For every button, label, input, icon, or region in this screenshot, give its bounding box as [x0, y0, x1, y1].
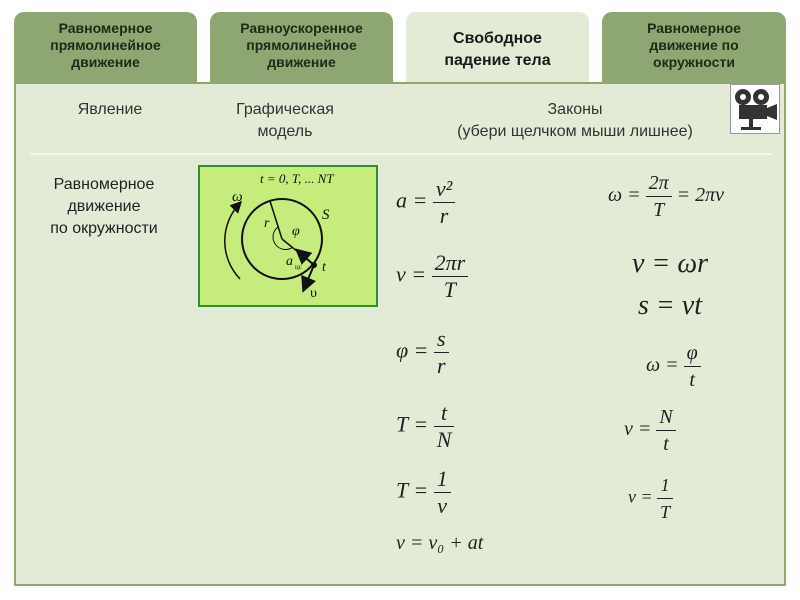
formula-v-2pir-T[interactable] — [396, 250, 468, 303]
formula-denominator: T — [660, 502, 671, 522]
header-model-line1: Графическая — [236, 101, 334, 118]
formula-denominator: r — [437, 353, 446, 378]
formula-omega-phi-t[interactable] — [646, 340, 701, 393]
formula-lhs: ω = — [646, 354, 679, 377]
formula-nu-N-t[interactable] — [624, 404, 676, 457]
formula-lhs: ν = — [624, 418, 652, 441]
formula-denominator: N — [436, 427, 452, 452]
s-label: S — [322, 207, 330, 223]
tab-label: Свободное — [453, 30, 542, 47]
formula-text: v = v₀ + at — [396, 532, 484, 554]
header-phenomenon-text: Явление — [77, 101, 143, 118]
formula-phi-s-r[interactable] — [396, 326, 449, 379]
tab-uniform-linear[interactable] — [14, 12, 197, 82]
formula-numerator: φ — [684, 340, 701, 367]
formula-lhs: ω = — [608, 184, 641, 207]
formula-denominator: t — [663, 433, 669, 455]
tab-label: окружности — [653, 54, 735, 70]
circular-motion-diagram[interactable] — [198, 165, 378, 307]
body-point — [311, 262, 317, 268]
formula-numerator: s — [434, 326, 449, 353]
a-subscript: цс — [295, 263, 302, 271]
tab-label: движение — [71, 54, 140, 70]
tab-label: Равномерное — [58, 20, 153, 36]
formula-denominator: ν — [437, 493, 448, 518]
row-label-circular-motion — [24, 174, 184, 240]
formula-T-1-nu[interactable] — [396, 466, 451, 519]
formula-lhs: ν = — [628, 486, 653, 507]
formula-T-t-N[interactable] — [396, 400, 454, 453]
formula-omega-2pi-T[interactable] — [608, 170, 724, 223]
header-separator — [30, 153, 772, 155]
tab-label: Равноускоренное — [240, 20, 363, 36]
tab-circular-motion[interactable] — [602, 12, 786, 82]
formula-numerator: t — [434, 400, 455, 427]
tab-uniformly-accelerated[interactable] — [210, 12, 393, 82]
film-camera-icon[interactable] — [730, 84, 780, 134]
formula-denominator: T — [443, 277, 457, 302]
header-laws-line1: Законы — [547, 101, 603, 118]
formula-denominator: r — [439, 203, 449, 228]
radius-line — [270, 201, 282, 239]
tab-label: прямолинейное — [50, 37, 161, 53]
header-phenomenon — [40, 99, 180, 121]
header-graphical-model — [205, 99, 365, 143]
formula-text: v = ωr — [632, 248, 708, 279]
formula-v-v0-at[interactable] — [396, 532, 483, 555]
omega-arrow — [225, 203, 240, 279]
tab-label: движение — [267, 54, 336, 70]
formula-denominator: t — [689, 369, 695, 391]
tab-free-fall[interactable] — [406, 12, 589, 82]
tab-label: Равномерное — [647, 20, 741, 36]
t-label: t — [322, 260, 326, 275]
v-label: υ — [310, 286, 317, 301]
formula-lhs: φ = — [396, 337, 429, 363]
formula-numerator: 1 — [657, 472, 673, 499]
tab-label: падение тела — [444, 52, 551, 69]
header-laws — [400, 99, 750, 143]
formula-a-v2-r[interactable] — [396, 176, 455, 229]
row-label-line3: по окружности — [50, 220, 158, 237]
header-model-line2: модель — [257, 123, 313, 140]
omega-label: ω — [232, 189, 243, 205]
formula-numerator: 1 — [434, 466, 451, 493]
row-label-line1: Равномерное — [53, 176, 155, 193]
formula-s-vt[interactable] — [638, 290, 702, 322]
formula-numerator: v² — [433, 176, 455, 203]
formula-denominator: T — [653, 199, 665, 221]
tab-label: движение по — [649, 37, 739, 53]
time-label: t = 0, T, ... NT — [260, 171, 334, 186]
a-label: a — [286, 254, 293, 269]
formula-numerator: 2πr — [432, 250, 469, 277]
header-laws-line2: (убери щелчком мыши лишнее) — [457, 123, 693, 140]
formula-lhs: T = — [396, 477, 429, 503]
formula-nu-1-T[interactable] — [628, 472, 673, 525]
formula-numerator: 2π — [646, 170, 672, 197]
formula-lhs: a = — [396, 187, 428, 213]
phi-label: φ — [292, 224, 300, 239]
formula-v-omega-r[interactable] — [632, 248, 708, 280]
row-label-line2: движение — [67, 198, 141, 215]
formula-lhs: v = — [396, 261, 427, 287]
formula-rhs: = 2πν — [676, 184, 725, 207]
formula-numerator: N — [656, 404, 675, 431]
formula-text: s = vt — [638, 290, 702, 321]
formula-lhs: T = — [396, 411, 429, 437]
tab-label: прямолинейное — [246, 37, 357, 53]
r-label: r — [264, 216, 270, 231]
